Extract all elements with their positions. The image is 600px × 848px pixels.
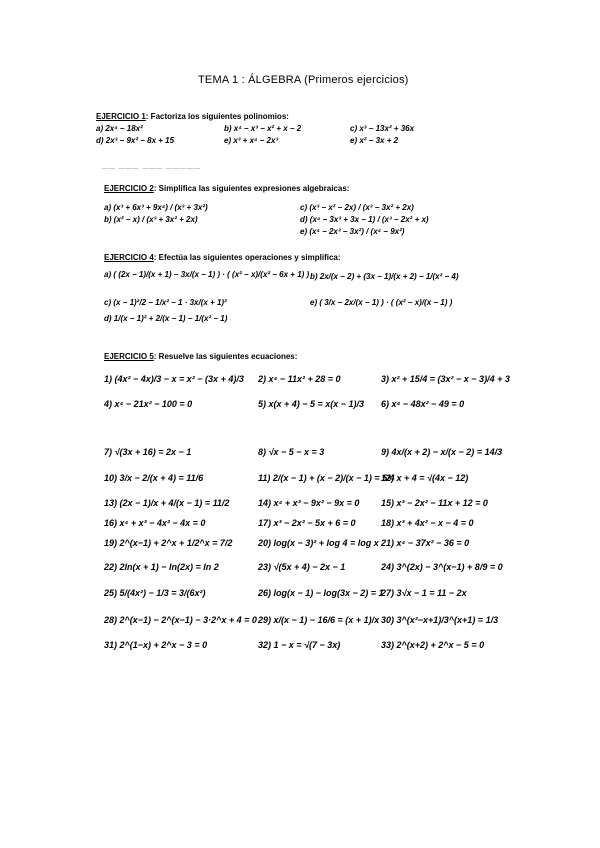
- ej5-eq-32: 32) 1 − x = √(7 − 3x): [258, 640, 341, 650]
- ej5-label: EJERCICIO 5: [104, 352, 154, 361]
- ej5-eq-2: 2) x⁴ − 11x² + 28 = 0: [258, 374, 341, 384]
- ej5-eq-5: 5) x(x + 4) − 5 = x(x − 1)/3: [258, 399, 365, 409]
- ej1-header: [96, 112, 289, 121]
- ej5-eq-29: 29) x/(x − 1) − 16/6 = (x + 1)/x: [258, 615, 380, 625]
- ej2-item-e: e) (x⁴ − 2x³ − 3x²) / (x⁴ − 9x²): [300, 227, 405, 236]
- ej5-eq-15: 15) x³ − 2x² − 11x + 12 = 0: [381, 498, 488, 508]
- ej5-eq-10: 10) 3/x − 2/(x + 4) = 11/6: [104, 473, 204, 483]
- ej5-eq-22: 22) 2ln(x + 1) − ln(2x) = ln 2: [104, 562, 219, 572]
- ej5-eq-17: 17) x³ − 2x² − 5x + 6 = 0: [258, 518, 356, 528]
- ej4-label: EJERCICIO 4: [104, 253, 154, 262]
- ej5-eq-11: 11) 2/(x − 1) + (x − 2)/(x − 1) = 5/4: [258, 473, 395, 483]
- ej4-item-b: b) 2x/(x − 2) + (3x − 1)/(x + 2) − 1/(x² − 4): [310, 272, 459, 281]
- ej5-eq-8: 8) √x − 5 − x = 3: [258, 447, 325, 457]
- ej4-item-d: d) 1/(x − 1)² + 2/(x − 1) − 1/(x² − 1): [104, 314, 228, 323]
- ej5-eq-27: 27) 3√x − 1 = 11 − 2x: [381, 588, 467, 598]
- ej1-item-e: e) x³ + x⁴ − 2x³: [224, 136, 279, 145]
- ej2-item-d: d) (x⁴ − 3x³ + 3x − 1) / (x³ − 2x² + x): [300, 215, 429, 224]
- ej5-eq-1: 1) (4x² − 4x)/3 − x = x² − (3x + 4)/3: [104, 374, 244, 384]
- ej5-eq-13: 13) (2x − 1)/x + 4/(x − 1) = 11/2: [104, 498, 230, 508]
- ej5-eq-28: 28) 2^(x−1) − 2^(x−1) − 3·2^x + 4 = 0: [104, 615, 257, 625]
- ej5-header: [104, 352, 297, 361]
- ej5-eq-14: 14) x⁴ + x³ − 9x² − 9x = 0: [258, 498, 360, 508]
- ej5-eq-3: 3) x² + 15/4 = (3x² − x − 3)/4 + 3: [381, 374, 510, 384]
- ej1-item-e2: e) x² − 3x + 2: [350, 136, 399, 145]
- ej5-eq-31: 31) 2^(1−x) + 2^x − 3 = 0: [104, 640, 208, 650]
- ej1-item-b: b) x⁴ − x³ − x² + x − 2: [224, 124, 302, 133]
- ej5-eq-21: 21) x⁴ − 37x² − 36 = 0: [381, 538, 470, 548]
- ej2-item-c: c) (x³ − x² − 2x) / (x³ − 3x² + 2x): [300, 203, 414, 212]
- ej4-item-c: c) (x − 1)²/2 − 1/x² − 1 · 3x/(x + 1)²: [104, 298, 227, 307]
- ej4-item-e: e) ( 3/x − 2x/(x − 1) ) · ( (x² − x)/(x − 1) ): [310, 298, 453, 307]
- ej5-eq-16: 16) x⁴ + x³ − 4x² − 4x = 0: [104, 518, 206, 528]
- page-title: TEMA 1 : ÁLGEBRA (Primeros ejercicios): [198, 74, 409, 86]
- ej1-item-d: d) 2x³ − 9x² − 8x + 15: [96, 136, 175, 145]
- ej5-eq-9: 9) 4x/(x + 2) − x/(x − 2) = 14/3: [381, 447, 503, 457]
- faint-line: —— ——— ——— —————: [102, 166, 202, 172]
- ej5-eq-30: 30) 3^(x²−x+1)/3^(x+1) = 1/3: [381, 615, 499, 625]
- ej1-item-c: c) x³ − 13x² + 36x: [350, 124, 415, 133]
- ej5-instruction: : Resuelve las siguientes ecuaciones:: [153, 352, 298, 361]
- ej5-eq-19: 19) 2^(x−1) + 2^x + 1/2^x = 7/2: [104, 538, 233, 548]
- ej2-label: EJERCICIO 2: [104, 184, 154, 193]
- ej5-eq-6: 6) x⁴ − 48x² − 49 = 0: [381, 399, 465, 409]
- ej5-eq-20: 20) log(x − 3)² + log 4 = log x: [258, 538, 379, 548]
- ej2-instruction: : Simplifica las siguientes expresiones algebraicas:: [153, 184, 350, 193]
- ej5-eq-4: 4) x⁴ − 21x² − 100 = 0: [104, 399, 193, 409]
- ej4-header: [104, 253, 341, 262]
- ej5-eq-18: 18) x³ + 4x² − x − 4 = 0: [381, 518, 474, 528]
- ej2-item-b: b) (x² − x) / (x³ + 3x² + 2x): [104, 215, 198, 224]
- ej1-item-a: a) 2x⁴ − 18x²: [96, 124, 143, 133]
- ej5-eq-23: 23) √(5x + 4) − 2x − 1: [258, 562, 346, 572]
- ej4-item-a: a) ( (2x − 1)/(x + 1) − 3x/(x − 1) ) · ( (x² − x)/(x² − 6x + 1) ): [104, 270, 310, 279]
- ej5-eq-24: 24) 3^(2x) − 3^(x−1) + 8/9 = 0: [381, 562, 503, 572]
- ej2-item-a: a) (x³ + 6x³ + 9x⁴) / (x³ + 3x²): [104, 203, 208, 212]
- ej5-eq-33: 33) 2^(x+2) + 2^x − 5 = 0: [381, 640, 485, 650]
- ej5-eq-25: 25) 5/(4x²) − 1/3 = 3/(6x²): [104, 588, 206, 598]
- ej1-instruction: : Factoriza los siguientes polinomios:: [145, 112, 289, 121]
- ej5-eq-7: 7) √(3x + 16) = 2x − 1: [104, 447, 192, 457]
- ej1-label: EJERCICIO 1: [96, 112, 146, 121]
- ej5-eq-12: 12) x + 4 = √(4x − 12): [381, 473, 469, 483]
- ej5-eq-26: 26) log(x − 1) − log(3x − 2) = 1: [258, 588, 384, 598]
- ej4-instruction: : Efectúa las siguientes operaciones y simplifica:: [153, 253, 341, 262]
- ej2-header: [104, 184, 349, 193]
